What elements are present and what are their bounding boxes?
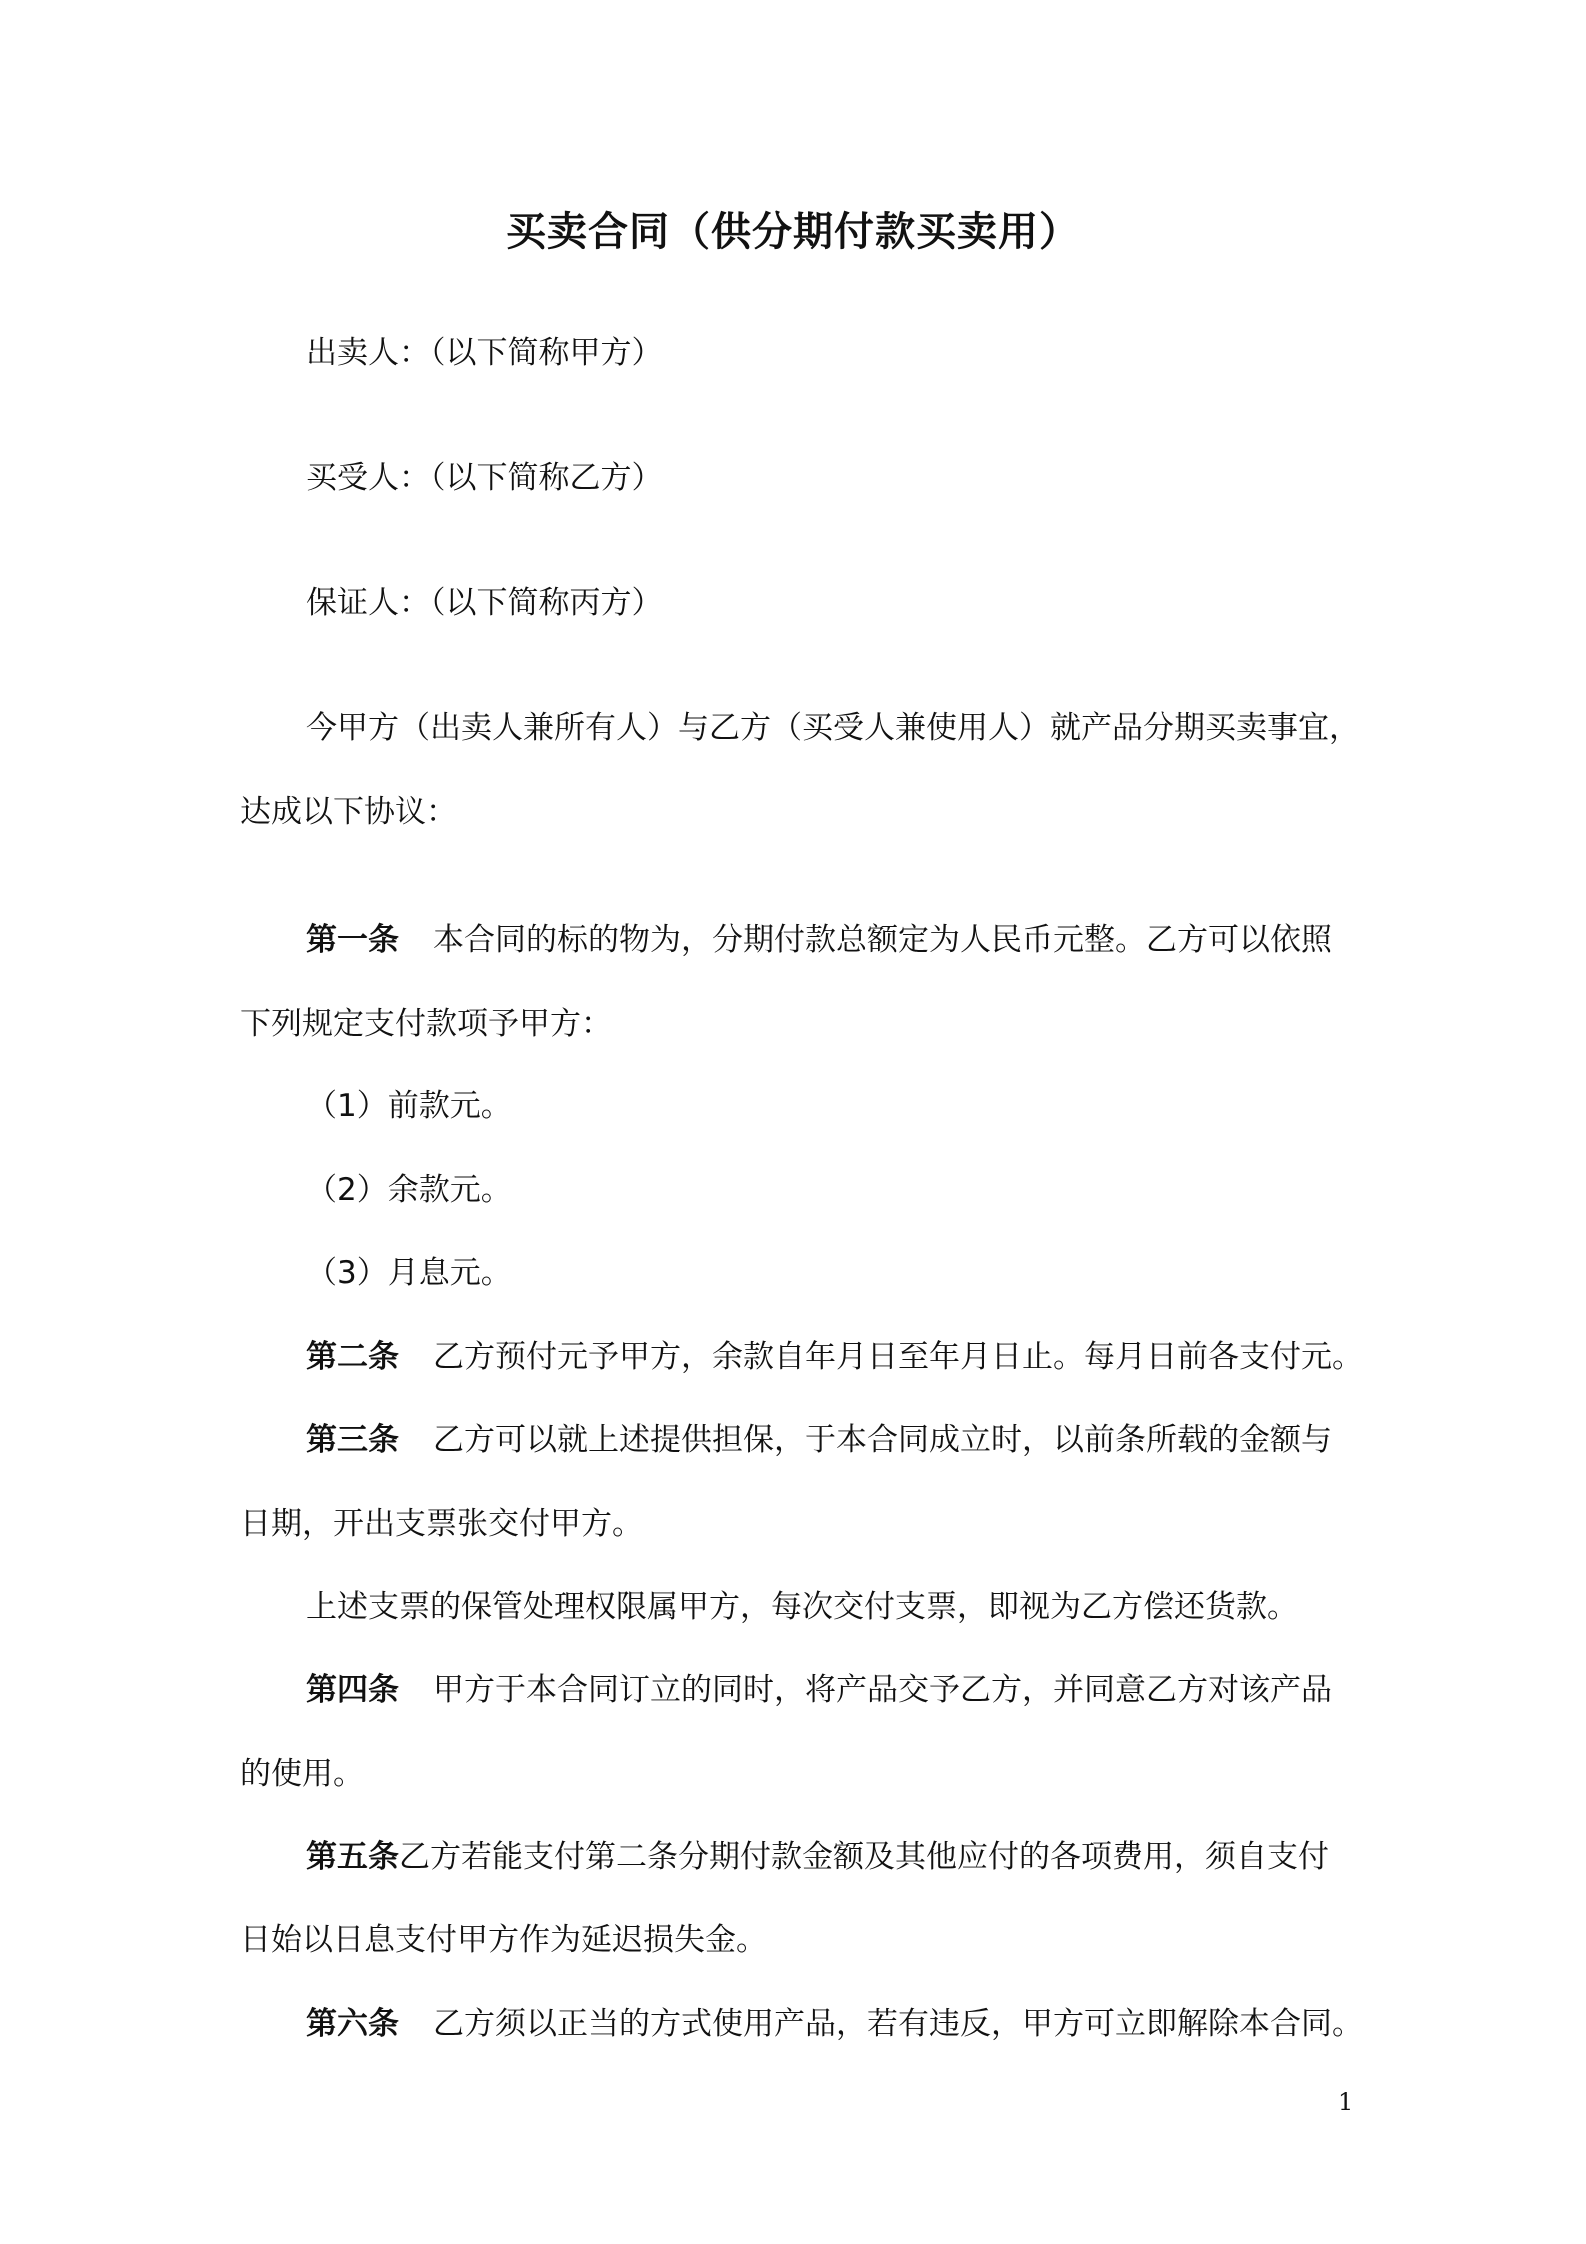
article-3-line-1 — [306, 1420, 1332, 1460]
article-4-line-1 — [306, 1670, 1332, 1710]
article-1-text: 本合同的标的物为，分期付款总额定为人民币元整。乙方可以依照 — [433, 922, 1332, 958]
article-3-label: 第三条 — [306, 1422, 399, 1458]
article-1-line-2: 下列规定支付款项予甲方： — [240, 1006, 612, 1042]
page-number: 1 — [1338, 2088, 1354, 2116]
article-6-label: 第六条 — [306, 2006, 399, 2042]
article-3-line-3: 上述支票的保管处理权限属甲方，每次交付支票，即视为乙方偿还货款。 — [306, 1589, 1298, 1625]
buyer-line: 买受人：（以下简称乙方） — [306, 460, 663, 496]
article-1-label: 第一条 — [306, 922, 399, 958]
article-4-label: 第四条 — [306, 1672, 399, 1708]
article-4-text: 甲方于本合同订立的同时，将产品交予乙方，并同意乙方对该产品 — [433, 1672, 1332, 1708]
article-3-line-2: 日期，开出支票张交付甲方。 — [240, 1506, 643, 1542]
article-5-line-1 — [306, 1837, 1329, 1877]
preamble-line-1: 今甲方（出卖人兼所有人）与乙方（买受人兼使用人）就产品分期买卖事宜， — [306, 710, 1360, 746]
item-1: （1）前款元。 — [306, 1088, 512, 1124]
seller-line: 出卖人：（以下简称甲方） — [306, 335, 663, 371]
article-6-line-1 — [306, 2004, 1363, 2044]
document-title: 买卖合同（供分期付款买卖用） — [506, 209, 1080, 255]
item-2: （2）余款元。 — [306, 1172, 512, 1208]
article-5-label: 第五条 — [306, 1839, 399, 1875]
guarantor-line: 保证人：（以下简称丙方） — [306, 585, 663, 621]
article-1-line-1 — [306, 920, 1332, 960]
article-2-text: 乙方预付元予甲方，余款自年月日至年月日止。每月日前各支付元。 — [433, 1339, 1363, 1375]
article-4-line-2: 的使用。 — [240, 1756, 364, 1792]
article-5-line-2: 日始以日息支付甲方作为延迟损失金。 — [240, 1922, 767, 1958]
preamble-line-2: 达成以下协议： — [240, 794, 457, 830]
article-2-line-1 — [306, 1337, 1363, 1377]
article-2-label: 第二条 — [306, 1339, 399, 1375]
article-5-text: 乙方若能支付第二条分期付款金额及其他应付的各项费用，须自支付 — [399, 1839, 1329, 1875]
article-6-text: 乙方须以正当的方式使用产品，若有违反，甲方可立即解除本合同。 — [433, 2006, 1363, 2042]
article-3-text: 乙方可以就上述提供担保，于本合同成立时，以前条所载的金额与 — [433, 1422, 1332, 1458]
item-3: （3）月息元。 — [306, 1255, 512, 1291]
